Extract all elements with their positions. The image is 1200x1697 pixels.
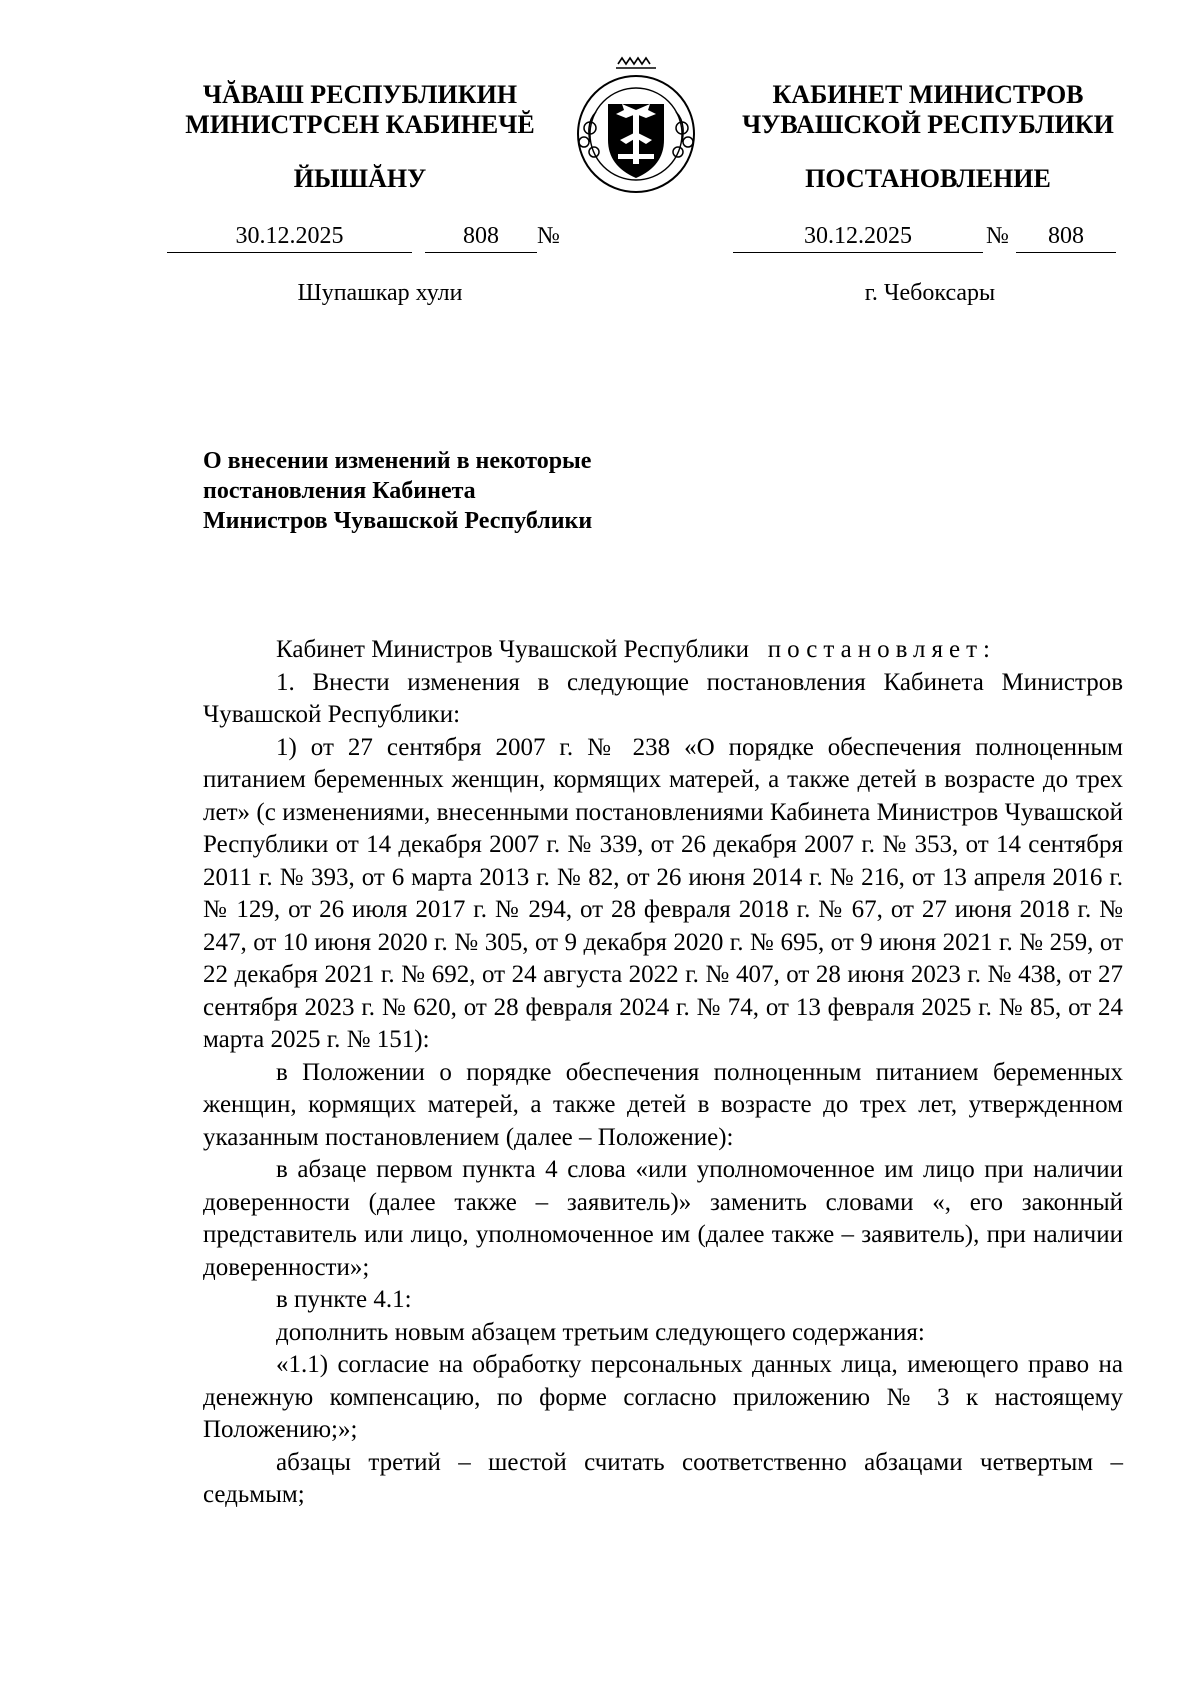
document-subject: О внесении изменений в некоторые постановления Кабинета Министров Чувашской Республики: [203, 448, 593, 534]
city-right: г. Чебоксары: [864, 280, 996, 306]
body-paragraph: 1) от 27 сентября 2007 г. № 238 «О порядке обеспечения полноценным питанием беременных женщин, кормящих матерей, а также детей в возрасте до трех лет» (с изменениями, внесенными постановлениями Кабинета Министров Чувашской Республики от 14 декабря 2007 г. № 339, от 26 декабря 2007 г. № 353, от 14 сентября 2011 г. № 393, от 6 марта 2013 г. № 82, от 26 июня 2014 г. № 216, от 13 апреля 2016 г. № 129, от 26 июля 2017 г. № 294, от 28 февраля 2018 г. № 67, от 27 июня 2018 г. № 247, от 10 июня 2020 г. № 305, от 9 декабря 2020 г. № 695, от 9 июня 2021 г. № 259, от 22 декабря 2021 г. № 692, от 24 августа 2022 г. № 407, от 28 июня 2023 г. № 438, от 27 сентября 2023 г. № 620, от 28 февраля 2024 г. № 74, от 13 февраля 2025 г. № 85, от 24 марта 2025 г. № 151):: [203, 733, 1123, 1053]
chuvash-republic-emblem-icon: [560, 52, 710, 202]
header-right-title: [718, 80, 1138, 140]
date-left: 30.12.2025: [167, 222, 412, 253]
header-right-line1: КАБИНЕТ МИНИСТРОВ: [772, 80, 1084, 109]
body-paragraph: в Положении о порядке обеспечения полноценным питанием беременных женщин, кормящих матерей, а также детей в возрасте до трех лет, утвержденном указанным постановлением (далее – Положение):: [203, 1058, 1123, 1151]
header-left-line1: ЧĂВАШ РЕСПУБЛИКИН: [202, 80, 518, 109]
body-paragraph: «1.1) согласие на обработку персональных данных лица, имеющего право на денежную компенсацию, по форме согласно приложению № 3 к настоящему Положению;»;: [203, 1351, 1123, 1443]
header-left-title: [150, 80, 570, 140]
number-sign-right: №: [986, 223, 1009, 249]
number-right: 808: [1016, 222, 1116, 253]
document-body: [203, 634, 1123, 1512]
number-left: 808: [425, 222, 537, 253]
date-right: 30.12.2025: [733, 222, 983, 253]
header-right-line2: ЧУВАШСКОЙ РЕСПУБЛИКИ: [742, 110, 1114, 139]
number-sign-left: №: [537, 223, 560, 249]
body-paragraph: дополнить новым абзацем третьим следующего содержания:: [276, 1318, 925, 1346]
city-left: Шупашкар хули: [297, 280, 463, 306]
body-paragraph: в абзаце первом пункта 4 слова «или уполномоченное им лицо при наличии доверенности (далее также – заявитель)» заменить словами «, его законный представитель или лицо, уполномоченное им (далее также – заявитель), при наличии доверенности»;: [203, 1156, 1123, 1281]
intro-paragraph: [203, 634, 1123, 667]
doc-type-right: ПОСТАНОВЛЕНИЕ: [805, 164, 1051, 193]
body-paragraph: 1. Внести изменения в следующие постановления Кабинета Министров Чувашской Республики:: [203, 668, 1123, 728]
intro-verb: постановляет:: [767, 636, 997, 663]
intro-lead: Кабинет Министров Чувашской Республики: [276, 636, 750, 663]
body-paragraph: в пункте 4.1:: [276, 1286, 412, 1313]
header-left-line2: МИНИСТРСЕН КАБИНЕЧĔ: [185, 110, 535, 139]
doc-type-left: ЙЫШĂНУ: [293, 164, 427, 193]
body-paragraph: абзацы третий – шестой считать соответственно абзацами четвертым – седьмым;: [203, 1448, 1123, 1508]
